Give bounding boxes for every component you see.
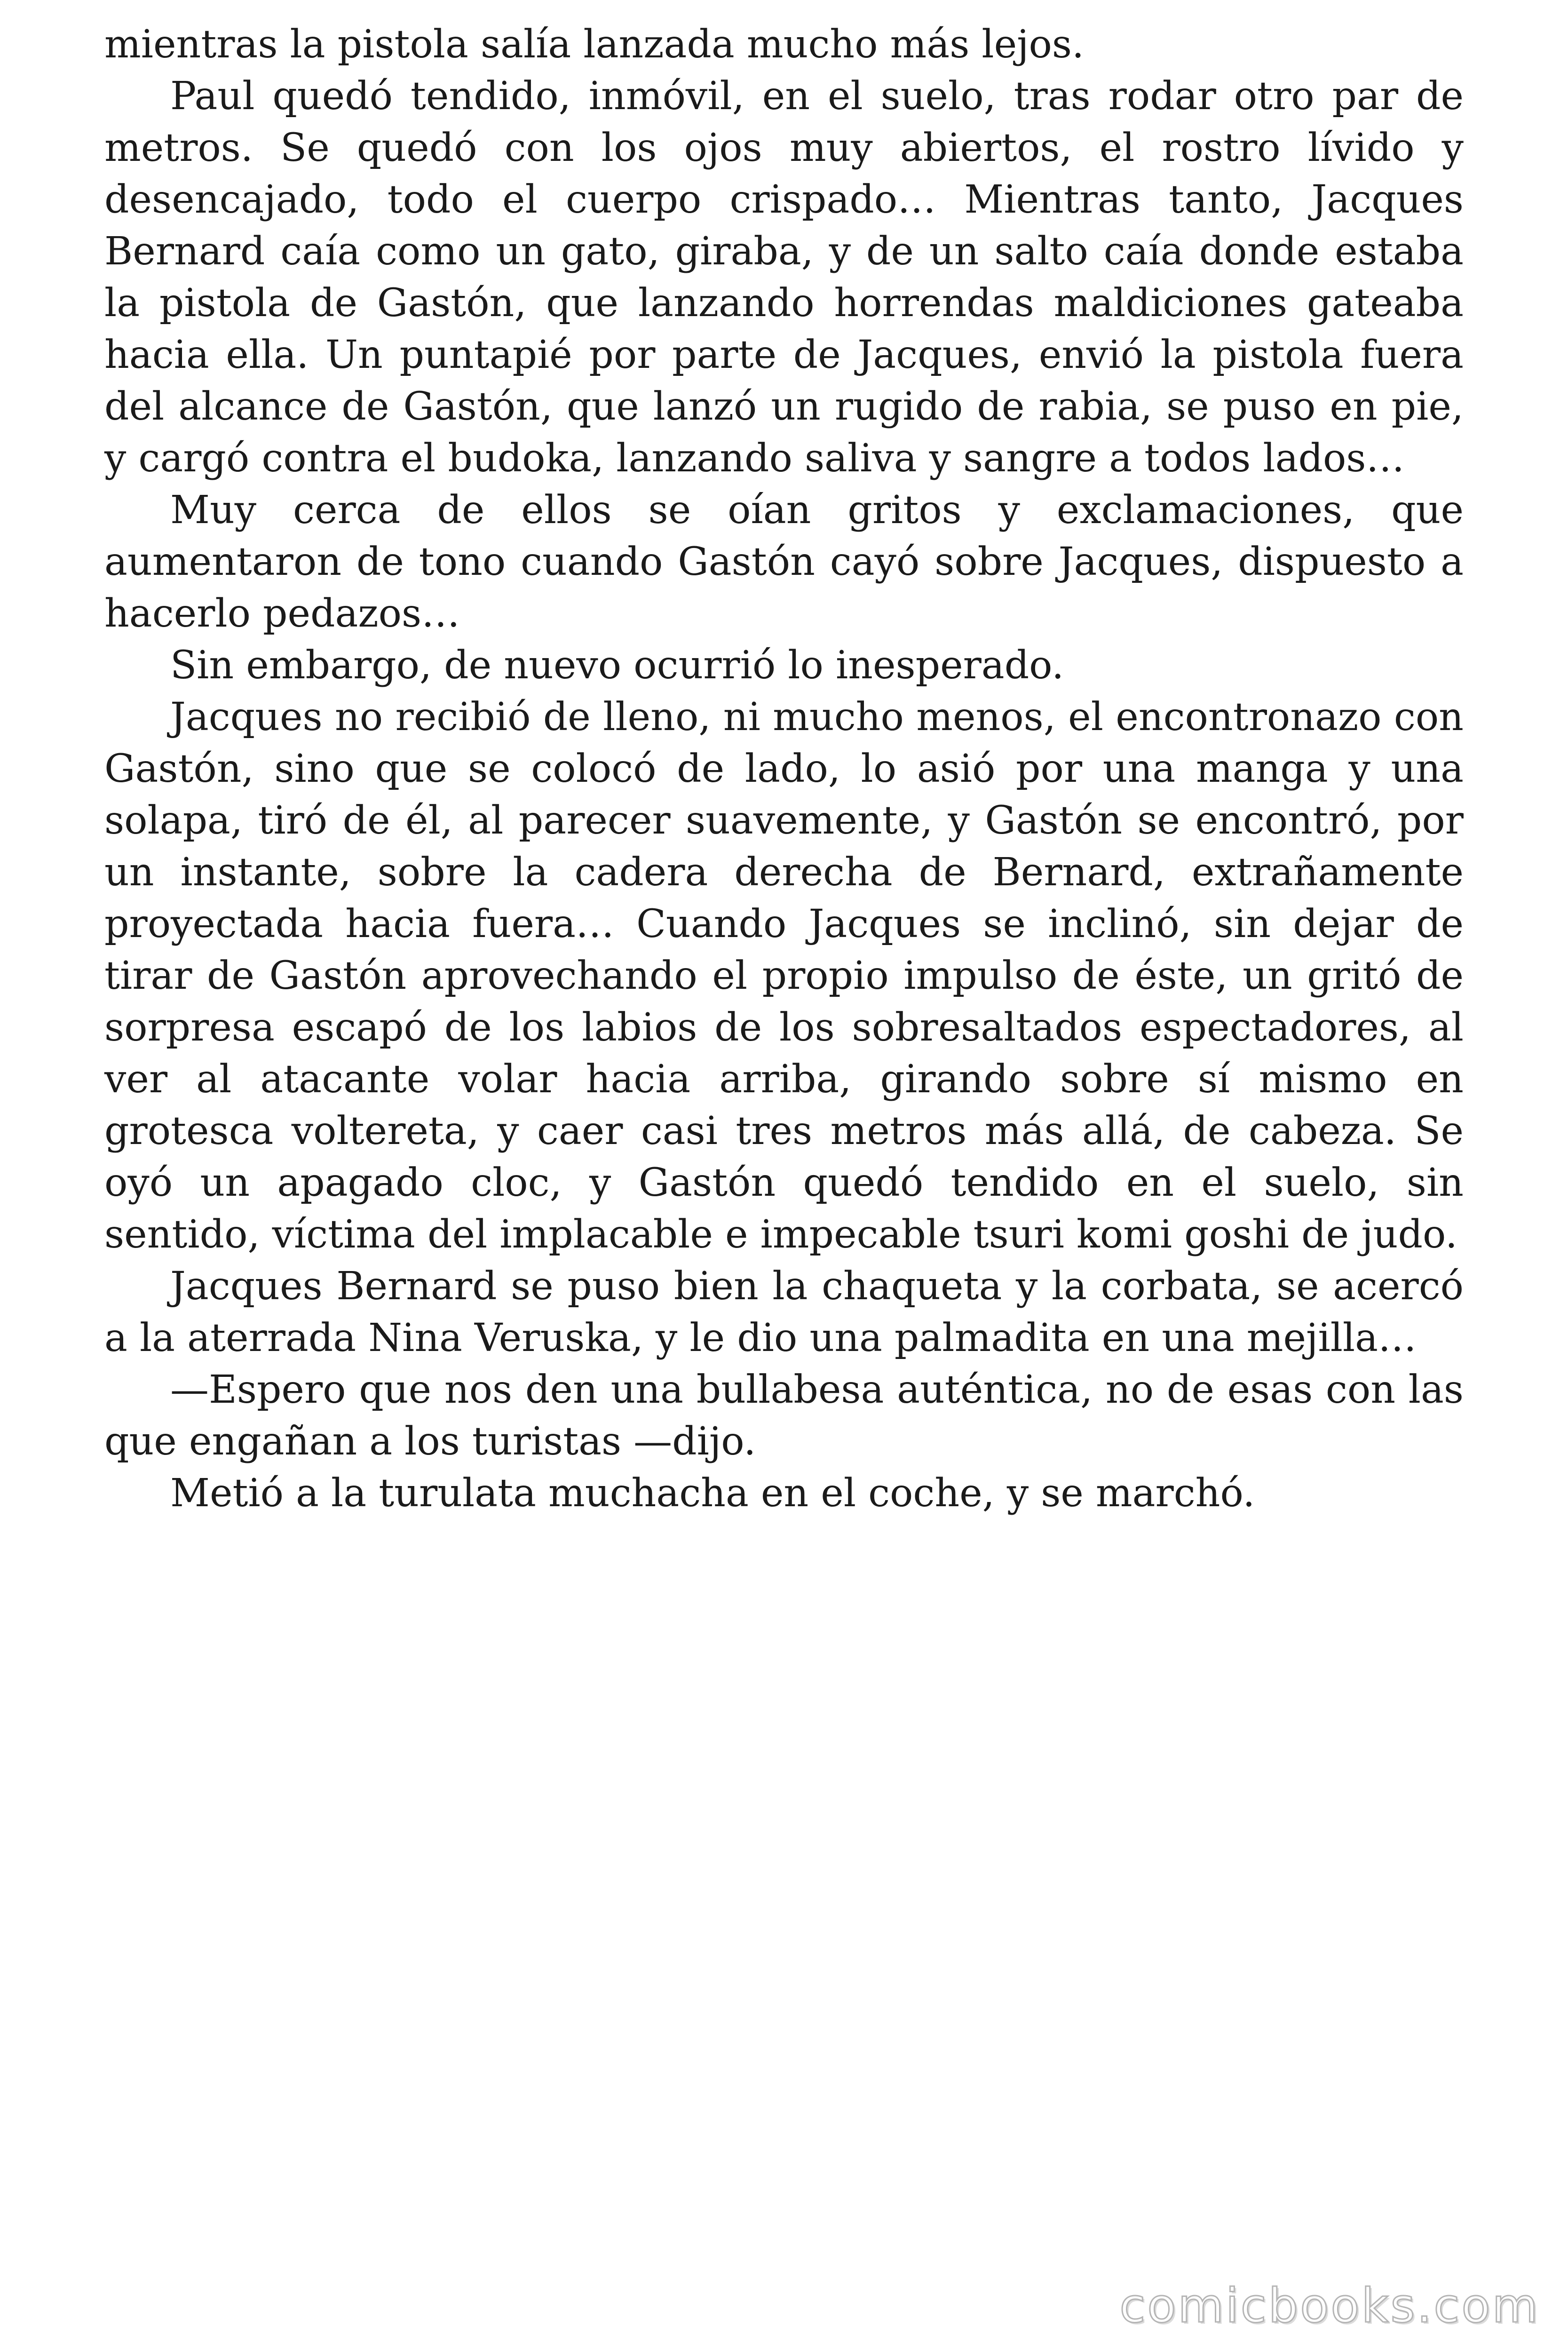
paragraph-2: Paul quedó tendido, inmóvil, en el suelo, tras rodar otro par de metros. Se quedó con los ojos muy abiertos, el rostro lívido y desencajado, todo el cuerpo crispado… Mientras tanto, Jacques Bernard caía como un gato, giraba, y de un salto caía donde estaba la pistola de Gastón, que lanzando horrendas maldiciones gateaba hacia ella. Un puntapié por parte de Jacques, envió la pistola fuera del alcance de Gastón, que lanzó un rugido de rabia, se puso en pie, y cargó contra el budoka, lanzando saliva y sangre a todos lados… <box>104 74 1464 481</box>
paragraph-5: Jacques no recibió de lleno, ni mucho menos, el encontronazo con Gastón, sino que se colocó de lado, lo asió por una manga y una solapa, tiró de él, al parecer suavemente, y Gastón se encontró, por un instante, sobre la cadera derecha de Bernard, extrañamente proyectada hacia fuera… Cuando Jacques se inclinó, sin dejar de tirar de Gastón aprovechando el propio impulso de éste, un gritó de sorpresa escapó de los labios de los sobresaltados espectadores, al ver al atacante volar hacia arriba, girando sobre sí mismo en grotesca voltereta, y caer casi tres metros más allá, de cabeza. Se oyó un apagado cloc, y Gastón quedó tendido en el suelo, sin sentido, víctima del implacable e impecable tsuri komi goshi de judo. <box>104 695 1464 1257</box>
paragraph-7: —Espero que nos den una bullabesa auténtica, no de esas con las que engañan a los turistas —dijo. <box>104 1367 1464 1464</box>
page-body <box>104 19 1464 1519</box>
paragraph-6: Jacques Bernard se puso bien la chaqueta y la corbata, se acercó a la aterrada Nina Veruska, y le dio una palmadita en una mejilla… <box>104 1264 1464 1360</box>
paragraph-8: Metió a la turulata muchacha en el coche, y se marchó. <box>170 1471 1255 1516</box>
paragraph-3: Muy cerca de ellos se oían gritos y exclamaciones, que aumentaron de tono cuando Gastón cayó sobre Jacques, dispuesto a hacerlo pedazos… <box>104 488 1464 636</box>
watermark: comicbooks.com <box>1119 2278 1540 2333</box>
paragraph-1: mientras la pistola salía lanzada mucho más lejos. <box>104 22 1085 67</box>
paragraph-4: Sin embargo, de nuevo ocurrió lo inesperado. <box>170 643 1064 688</box>
